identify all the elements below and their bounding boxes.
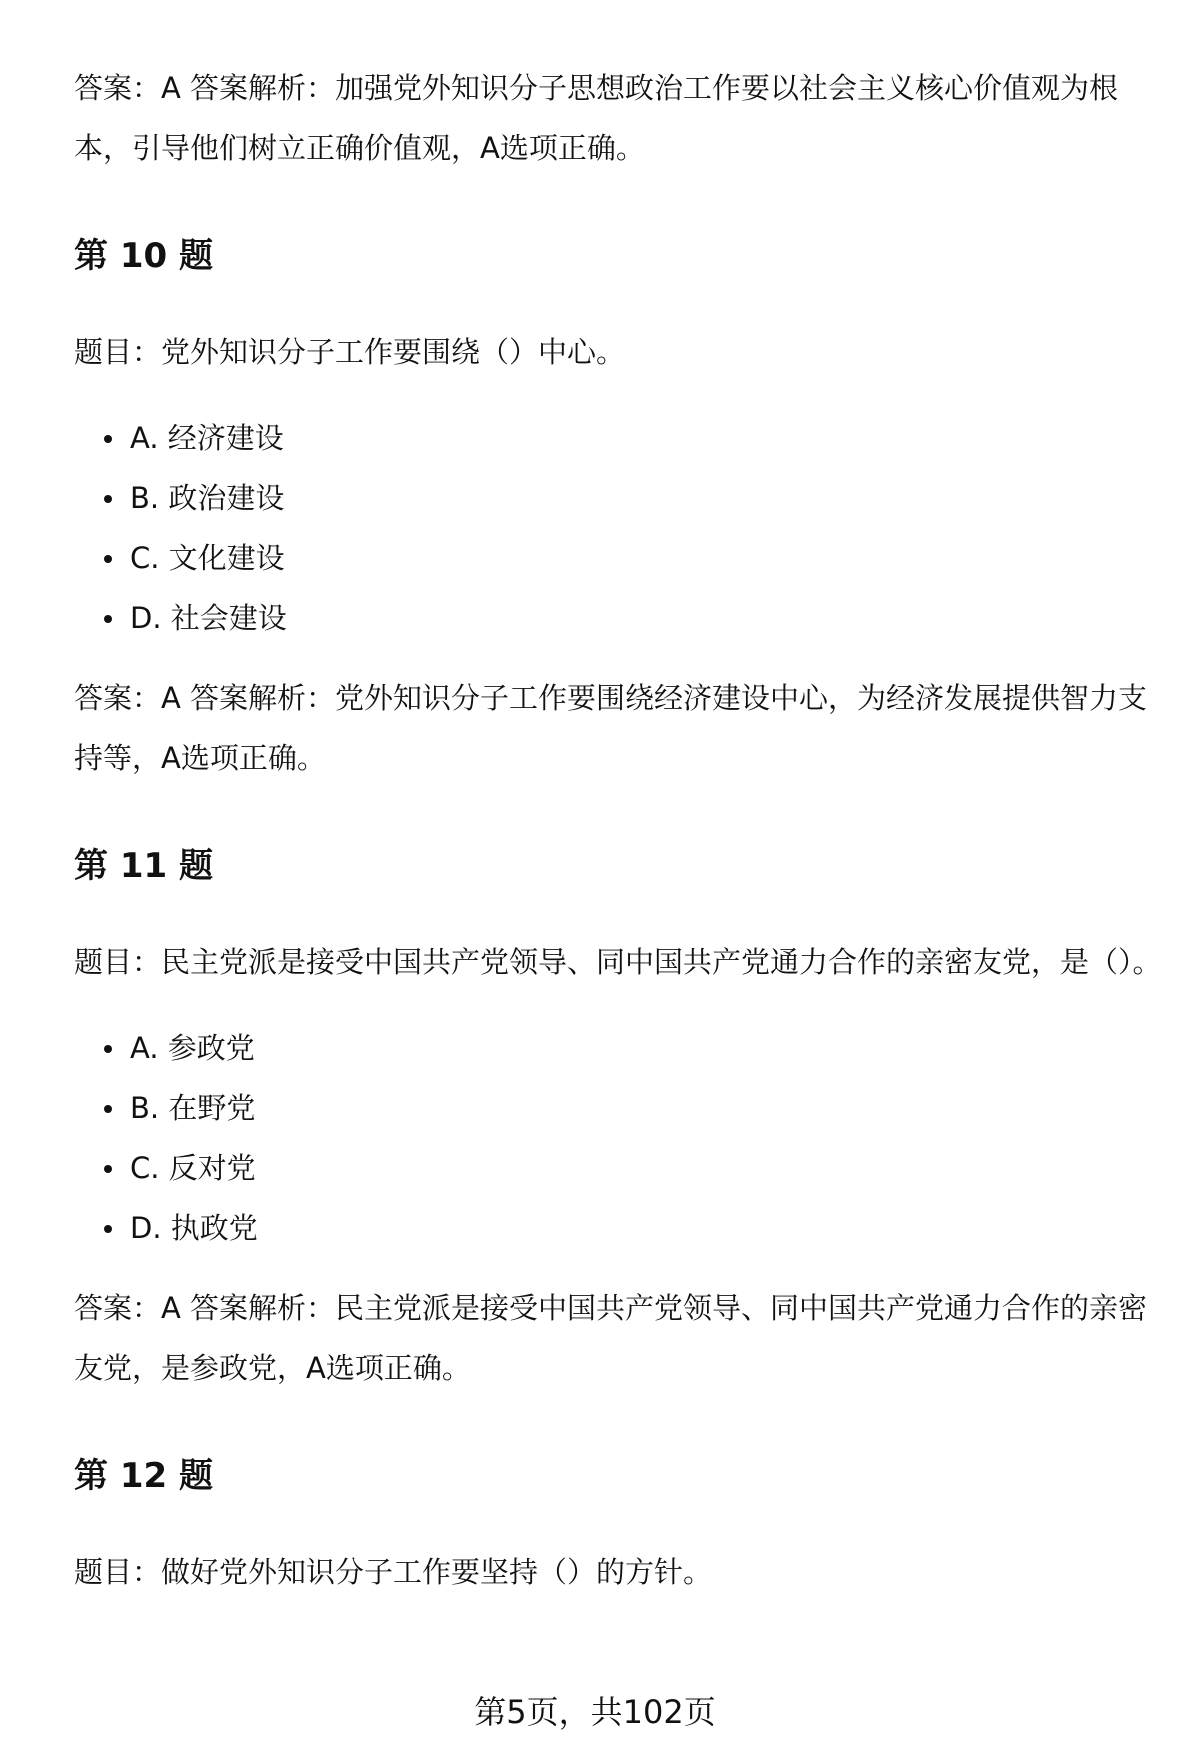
- bullet-icon: [104, 1225, 112, 1233]
- question-11-option-d: [74, 1198, 1164, 1258]
- bullet-icon: [104, 435, 112, 443]
- question-10-heading: 第 10 题: [74, 236, 213, 276]
- question-11-option-a: [74, 1018, 1164, 1078]
- question-10-text: 题目：党外知识分子工作要围绕（）中心。: [74, 335, 626, 369]
- question-11-heading: 第 11 题: [74, 846, 213, 886]
- q9-answer-text: 答案：A 答案解析：加强党外知识分子思想政治工作要以社会主义核心价值观为根本，引导他们树立正确价值观，A选项正确。: [74, 71, 1119, 165]
- question-10-option-c: [74, 528, 1164, 588]
- option-label: C. 文化建设: [130, 541, 285, 575]
- option-label: D. 执政党: [130, 1211, 258, 1245]
- question-11-text: 题目：民主党派是接受中国共产党领导、同中国共产党通力合作的亲密友党，是（）。: [74, 945, 1162, 979]
- option-label: B. 政治建设: [130, 481, 285, 515]
- question-12-heading: 第 12 题: [74, 1456, 213, 1496]
- question-11-answer: 答案：A 答案解析：民主党派是接受中国共产党领导、同中国共产党通力合作的亲密友党，是参政党，A选项正确。: [74, 1291, 1148, 1385]
- question-10-answer: 答案：A 答案解析：党外知识分子工作要围绕经济建设中心，为经济发展提供智力支持等，A选项正确。: [74, 681, 1148, 775]
- option-label: C. 反对党: [130, 1151, 256, 1185]
- question-11-options: [74, 1018, 1164, 1258]
- bullet-icon: [104, 1105, 112, 1113]
- bullet-icon: [104, 555, 112, 563]
- bullet-icon: [104, 495, 112, 503]
- bullet-icon: [104, 615, 112, 623]
- question-12-text: 题目：做好党外知识分子工作要坚持（）的方针。: [74, 1555, 713, 1589]
- option-label: A. 参政党: [130, 1031, 255, 1065]
- option-label: A. 经济建设: [130, 421, 284, 455]
- question-10-options: [74, 408, 1164, 648]
- document-content: [74, 58, 1164, 1602]
- page-indicator: 第5页，共102页: [474, 1693, 716, 1731]
- option-label: D. 社会建设: [130, 601, 287, 635]
- option-label: B. 在野党: [130, 1091, 256, 1125]
- bullet-icon: [104, 1165, 112, 1173]
- question-10-option-d: [74, 588, 1164, 648]
- question-10-option-a: [74, 408, 1164, 468]
- question-11-option-b: [74, 1078, 1164, 1138]
- question-10-option-b: [74, 468, 1164, 528]
- question-11-option-c: [74, 1138, 1164, 1198]
- bullet-icon: [104, 1045, 112, 1053]
